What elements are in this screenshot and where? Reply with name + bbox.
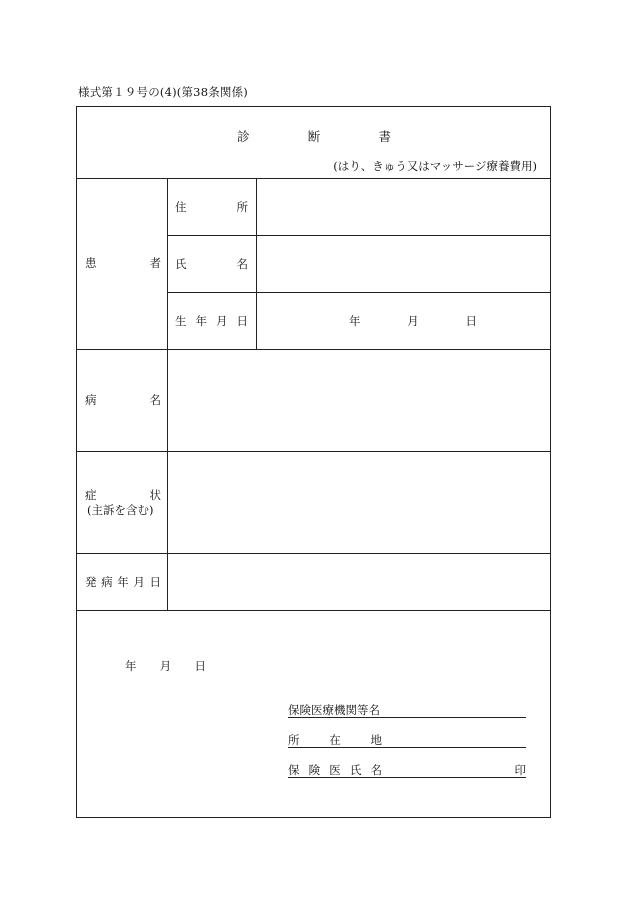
- onset-date-label: 発 病 年 月 日: [85, 575, 161, 589]
- issue-date[interactable]: 年 月 日: [125, 659, 206, 673]
- form-number: 様式第１９号の(4)(第38条関係): [78, 85, 248, 99]
- title-char: 断: [307, 129, 321, 144]
- patient-name-field[interactable]: [257, 236, 550, 292]
- document-subtitle: (はり、きゅう又はマッサージ療養費用): [333, 159, 537, 173]
- institution-name-line[interactable]: [288, 702, 526, 718]
- symptoms-field[interactable]: [168, 452, 550, 553]
- symptoms-label: 症 状: [85, 488, 161, 502]
- certificate-form: [76, 106, 551, 818]
- disease-field[interactable]: [168, 350, 550, 451]
- document-title: [237, 127, 391, 145]
- birthdate-field[interactable]: 年 月 日: [349, 314, 477, 328]
- institution-label: 保険医療機関等名: [288, 703, 380, 717]
- location-line[interactable]: [288, 732, 526, 748]
- rule-onset-bottom: [77, 610, 550, 611]
- doctor-label: 保 険 医 氏 名: [288, 763, 382, 777]
- rule-name-bottom: [168, 292, 550, 293]
- onset-date-field[interactable]: [168, 554, 550, 610]
- title-char: 書: [378, 129, 391, 144]
- seal-mark: 印: [514, 763, 526, 777]
- location-label: 所 在 地: [288, 733, 382, 747]
- name-label: 氏 名: [175, 257, 248, 271]
- address-label: 住 所: [175, 200, 248, 214]
- doctor-name-line[interactable]: [288, 762, 526, 778]
- birthdate-label: 生 年 月 日: [175, 314, 248, 328]
- address-field[interactable]: [257, 179, 550, 235]
- symptoms-note: (主訴を含む): [87, 503, 154, 517]
- disease-label: 病 名: [85, 393, 161, 407]
- patient-label: 患 者: [85, 256, 161, 270]
- title-char: 診: [237, 129, 250, 144]
